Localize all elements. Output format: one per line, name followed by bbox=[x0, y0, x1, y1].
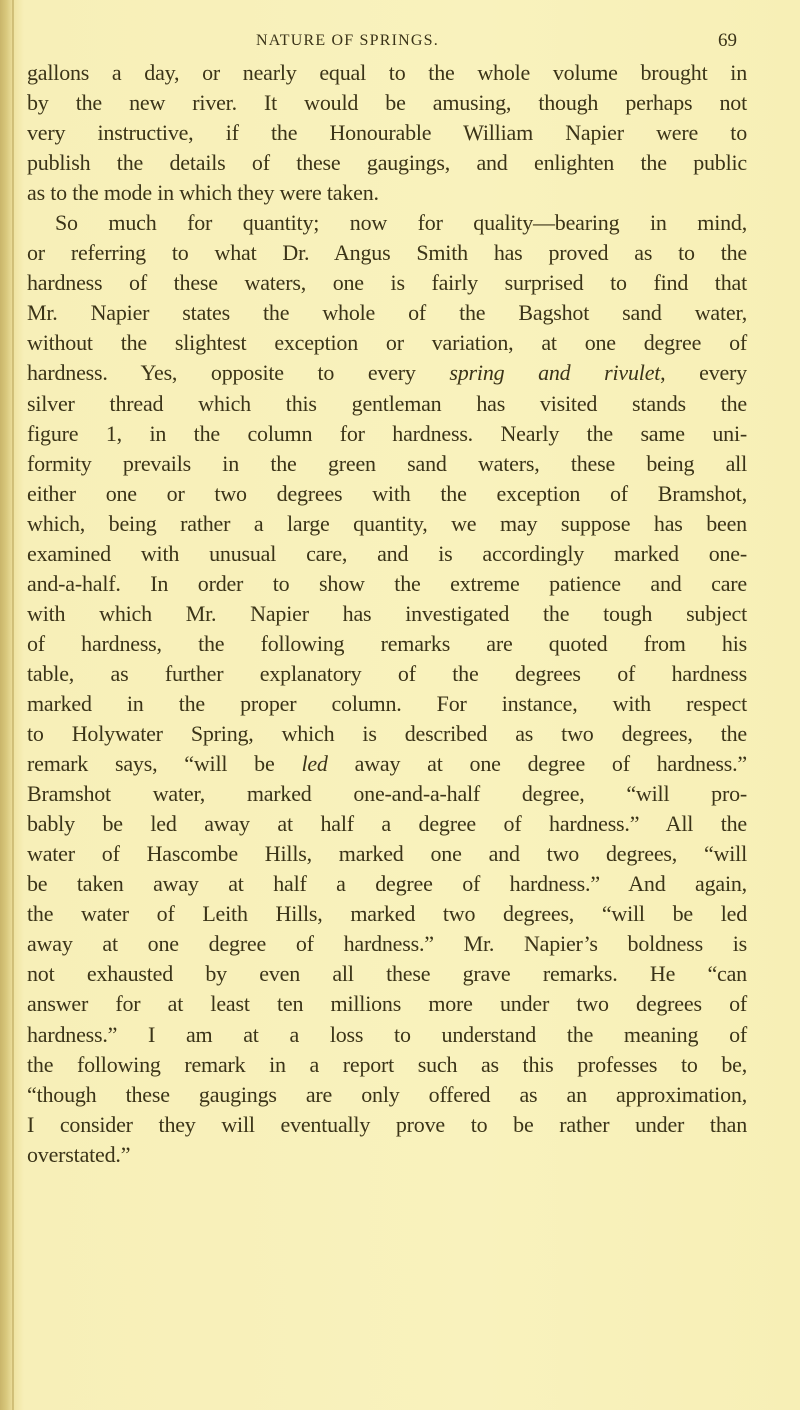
text-line: to Holywater Spring, which is described as two degrees, the bbox=[27, 721, 747, 747]
text-line: table, as further explanatory of the degrees of hardness bbox=[27, 660, 747, 686]
text-line: hardness of these waters, one is fairly surprised to find that bbox=[27, 270, 747, 296]
text-line-with-italic bbox=[27, 749, 747, 779]
text-line: hardness.” I am at a loss to understand the meaning of bbox=[27, 1021, 747, 1047]
text-line: “though these gaugings are only offered as an approximation, bbox=[27, 1081, 747, 1107]
page-gutter bbox=[12, 0, 14, 1410]
italic-word: led bbox=[301, 751, 328, 777]
line-head: hardness. Yes, opposite to every bbox=[27, 360, 450, 386]
body-text bbox=[27, 58, 747, 1170]
text-line: as to the mode in which they were taken. bbox=[27, 180, 379, 206]
line-tail: , every bbox=[660, 360, 747, 386]
text-line: or referring to what Dr. Angus Smith has proved as to the bbox=[27, 240, 747, 266]
paragraph-start-line: So much for quantity; now for quality—bearing in mind, bbox=[55, 210, 747, 236]
text-line: overstated.” bbox=[27, 1141, 131, 1167]
text-line: silver thread which this gentleman has visited stands the bbox=[27, 390, 747, 416]
running-head-title: NATURE OF SPRINGS. bbox=[256, 32, 439, 49]
text-line: I consider they will eventually prove to be rather under than bbox=[27, 1111, 747, 1137]
text-line: publish the details of these gaugings, and enlighten the public bbox=[27, 150, 747, 176]
italic-phrase: spring and rivulet bbox=[449, 360, 661, 386]
text-line: water of Hascombe Hills, marked one and two degrees, “will bbox=[27, 841, 747, 867]
line-tail: away at one degree of hardness.” bbox=[327, 751, 747, 777]
text-line: with which Mr. Napier has investigated the tough subject bbox=[27, 600, 747, 626]
text-line: and-a-half. In order to show the extreme patience and care bbox=[27, 570, 747, 596]
text-line: answer for at least ten millions more under two degrees of bbox=[27, 991, 747, 1017]
text-line: Mr. Napier states the whole of the Bagshot sand water, bbox=[27, 300, 747, 326]
text-line: formity prevails in the green sand waters, these being all bbox=[27, 450, 747, 476]
text-line-with-italic bbox=[27, 358, 747, 388]
text-line: the following remark in a report such as this professes to be, bbox=[27, 1051, 747, 1077]
text-line: the water of Leith Hills, marked two degrees, “will be led bbox=[27, 901, 747, 927]
text-line: be taken away at half a degree of hardness.” And again, bbox=[27, 871, 747, 897]
text-line: bably be led away at half a degree of hardness.” All the bbox=[27, 811, 747, 837]
text-line: without the slightest exception or variation, at one degree of bbox=[27, 330, 747, 356]
running-head bbox=[0, 32, 800, 52]
text-line: figure 1, in the column for hardness. Nearly the same uni- bbox=[27, 420, 747, 446]
text-line: Bramshot water, marked one-and-a-half degree, “will pro- bbox=[27, 781, 747, 807]
text-line: which, being rather a large quantity, we may suppose has been bbox=[27, 510, 747, 536]
text-line: gallons a day, or nearly equal to the whole volume brought in bbox=[27, 60, 747, 85]
text-line: of hardness, the following remarks are quoted from his bbox=[27, 630, 747, 656]
text-line: very instructive, if the Honourable William Napier were to bbox=[27, 120, 747, 146]
text-line: marked in the proper column. For instance, with respect bbox=[27, 690, 747, 716]
line-head: remark says, “will be bbox=[27, 751, 302, 777]
text-line: examined with unusual care, and is accordingly marked one- bbox=[27, 540, 747, 566]
text-line: away at one degree of hardness.” Mr. Napier’s boldness is bbox=[27, 931, 747, 957]
text-line: by the new river. It would be amusing, though perhaps not bbox=[27, 90, 747, 116]
text-line: not exhausted by even all these grave remarks. He “can bbox=[27, 961, 747, 987]
text-line: either one or two degrees with the exception of Bramshot, bbox=[27, 480, 747, 506]
page-number: 69 bbox=[718, 30, 737, 51]
